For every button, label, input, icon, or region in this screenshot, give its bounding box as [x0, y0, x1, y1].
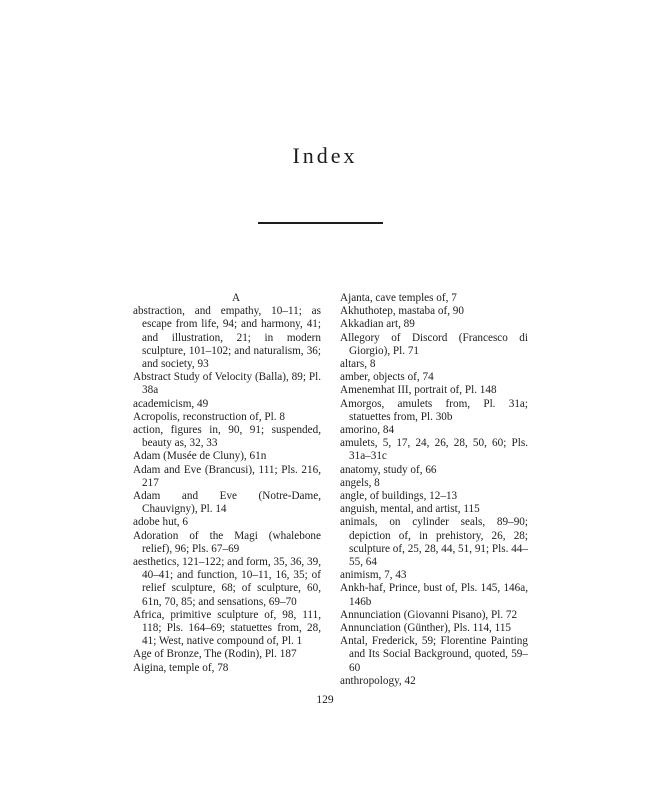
section-letter: A — [231, 292, 241, 304]
index-entry: Abstract Study of Velocity (Balla), 89; Pl. 38a — [133, 371, 321, 397]
title-rule — [258, 222, 383, 224]
index-entry: angels, 8 — [340, 476, 380, 489]
index-entry: animals, on cylinder seals, 89–90; depiction of, in prehistory, 26, 28; sculpture of, 25, 28, 44, 51, 91; Pls. 44–55, 64 — [340, 516, 528, 569]
index-entry: animism, 7, 43 — [340, 569, 407, 582]
index-entry: Adam and Eve (Notre-Dame, Chauvigny), Pl. 14 — [133, 490, 321, 516]
page-title: Index — [292, 143, 358, 168]
index-entry: Annunciation (Giovanni Pisano), Pl. 72 — [340, 608, 518, 621]
index-entry: abstraction, and empathy, 10–11; as escape from life, 94; and harmony, 41; and illustration, 21; in modern sculpture, 101–102; and naturalism, 36; and society, 93 — [133, 305, 321, 370]
index-entry: Amorgos, amulets from, Pl. 31a; statuettes from, Pl. 30b — [340, 397, 528, 423]
index-column-left — [133, 292, 321, 675]
index-entry: Acropolis, reconstruction of, Pl. 8 — [133, 410, 285, 423]
index-entry: amber, objects of, 74 — [340, 371, 434, 384]
index-entry: Allegory of Discord (Francesco di Giorgio), Pl. 71 — [340, 331, 528, 357]
index-entry: Aigina, temple of, 78 — [133, 661, 229, 674]
index-entry: action, figures in, 90, 91; suspended, beauty as, 32, 33 — [133, 424, 321, 450]
index-entry: Adam and Eve (Brancusi), 111; Pls. 216, 217 — [133, 463, 321, 489]
index-entry: Amenemhat III, portrait of, Pl. 148 — [340, 384, 497, 397]
index-entry: Ajanta, cave temples of, 7 — [340, 292, 457, 304]
index-entry: Age of Bronze, The (Rodin), Pl. 187 — [133, 648, 297, 661]
index-entry: amorino, 84 — [340, 424, 395, 437]
index-entry: Adam (Musée de Cluny), 61n — [133, 450, 267, 463]
index-entry: adobe hut, 6 — [133, 516, 188, 529]
index-entry: aesthetics, 121–122; and form, 35, 36, 39, 40–41; and function, 10–11, 16, 35; of relief sculpture, 68; of sculpture, 60, 61n, 70, 85; and sensations, 69–70 — [133, 556, 321, 608]
index-entry: Akhuthotep, mastaba of, 90 — [340, 305, 464, 318]
page-number: 129 — [316, 694, 334, 706]
index-entry: Antal, Frederick, 59; Florentine Painting and Its Social Background, quoted, 59–60 — [340, 635, 528, 674]
index-entry: Akkadian art, 89 — [340, 318, 415, 331]
index-entry: Annunciation (Günther), Pls. 114, 115 — [340, 622, 512, 635]
index-entry: Adoration of the Magi (whalebone relief), 96; Pls. 67–69 — [133, 529, 321, 555]
index-entry: anthropology, 42 — [340, 674, 416, 687]
index-column-right — [340, 292, 528, 688]
index-entry: anatomy, study of, 66 — [340, 463, 437, 476]
index-entry: angle, of buildings, 12–13 — [340, 490, 458, 503]
index-entry: Ankh-haf, Prince, bust of, Pls. 145, 146a, 146b — [340, 582, 528, 608]
index-entry: amulets, 5, 17, 24, 26, 28, 50, 60; Pls. 31a–31c — [340, 437, 528, 463]
index-entry: Africa, primitive sculpture of, 98, 111, 118; Pls. 164–69; statuettes from, 28, 41; West, native compound of, Pl. 1 — [133, 608, 321, 648]
index-entry: anguish, mental, and artist, 115 — [340, 503, 480, 516]
index-entry: altars, 8 — [340, 358, 376, 371]
index-entry: academicism, 49 — [133, 397, 209, 410]
